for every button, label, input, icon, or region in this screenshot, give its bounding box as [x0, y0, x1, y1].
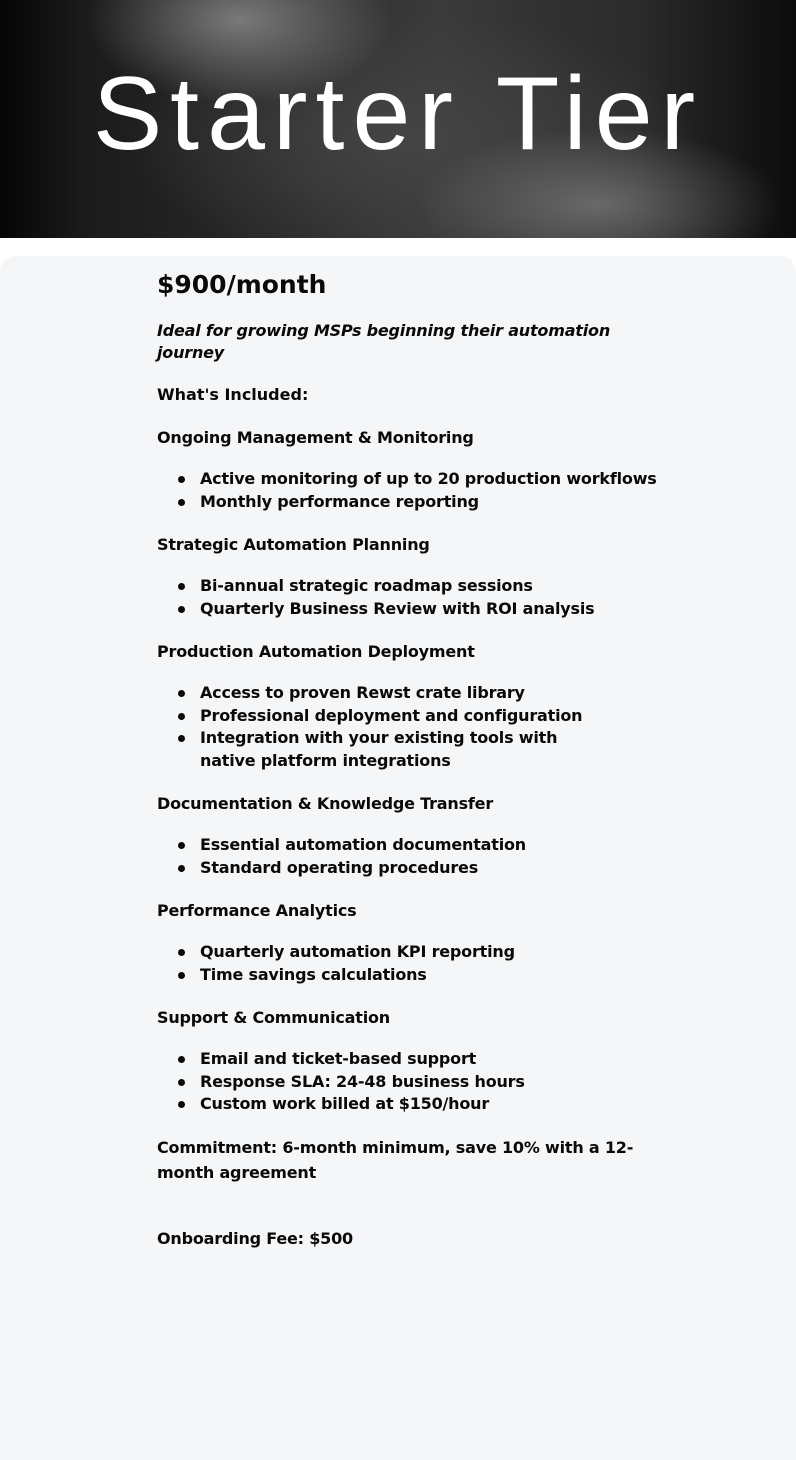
- bullet-icon: [178, 1056, 185, 1063]
- section-heading-management: Ongoing Management & Monitoring: [157, 428, 474, 447]
- bullet-icon: [178, 972, 185, 979]
- list-item: [157, 705, 657, 728]
- list-item-text: Access to proven Rewst crate library: [200, 683, 525, 702]
- section-heading-planning: Strategic Automation Planning: [157, 535, 430, 554]
- list-item: [157, 491, 657, 514]
- list-item: [157, 575, 657, 598]
- list-item: [157, 964, 657, 987]
- list-item: [157, 1093, 657, 1116]
- bullet-list-analytics: [157, 941, 657, 986]
- bullet-list-deployment: [157, 682, 657, 772]
- list-item-text: Email and ticket-based support: [200, 1049, 477, 1068]
- page-title: Starter Tier: [92, 56, 704, 172]
- bullet-icon: [178, 735, 185, 742]
- list-item-text: Bi-annual strategic roadmap sessions: [200, 576, 533, 595]
- onboarding-fee: Onboarding Fee: $500: [157, 1228, 353, 1248]
- section-heading-support: Support & Communication: [157, 1008, 390, 1027]
- hero-banner: [0, 0, 796, 238]
- list-item-text: Time savings calculations: [200, 964, 427, 984]
- bullet-icon: [178, 1079, 185, 1086]
- section-heading-deployment: Production Automation Deployment: [157, 642, 475, 661]
- bullet-icon: [178, 606, 185, 613]
- list-item-text: Active monitoring of up to 20 production workflows: [200, 469, 657, 488]
- bullet-list-documentation: [157, 834, 657, 879]
- bullet-icon: [178, 842, 185, 849]
- plan-tagline: Ideal for growing MSPs beginning their automation journey: [157, 321, 611, 362]
- bullet-icon: [178, 1101, 185, 1108]
- list-item-text: Custom work billed at $150/hour: [200, 1094, 490, 1113]
- list-item-text: Quarterly Business Review with ROI analysis: [200, 598, 595, 618]
- section-heading-documentation: Documentation & Knowledge Transfer: [157, 794, 494, 813]
- list-item: [157, 598, 657, 621]
- list-item: [157, 468, 657, 491]
- list-item: [157, 682, 657, 705]
- list-item: [157, 834, 657, 857]
- section-heading-analytics: Performance Analytics: [157, 901, 357, 920]
- bullet-icon: [178, 690, 185, 697]
- list-item-text: Professional deployment and configuration: [200, 705, 583, 725]
- bullet-icon: [178, 583, 185, 590]
- list-item: [157, 1048, 657, 1071]
- bullet-icon: [178, 713, 185, 720]
- bullet-icon: [178, 949, 185, 956]
- list-item-text: Integration with your existing tools with native platform integrations: [200, 728, 558, 770]
- list-item-text: Monthly performance reporting: [200, 491, 479, 511]
- included-label: What's Included:: [157, 385, 309, 404]
- bullet-list-support: [157, 1048, 657, 1116]
- bullet-icon: [178, 476, 185, 483]
- list-item-text: Essential automation documentation: [200, 835, 526, 854]
- list-item-text: Response SLA: 24-48 business hours: [200, 1071, 525, 1091]
- bullet-icon: [178, 865, 185, 872]
- list-item: [157, 941, 657, 964]
- list-item-text: Quarterly automation KPI reporting: [200, 942, 515, 961]
- plan-details: [157, 270, 657, 1250]
- commitment-terms: Commitment: 6-month minimum, save 10% with a 12-month agreement: [157, 1137, 634, 1182]
- bullet-icon: [178, 499, 185, 506]
- list-item: [157, 1071, 657, 1094]
- list-item-text: Standard operating procedures: [200, 857, 479, 877]
- list-item: [157, 727, 587, 772]
- bullet-list-planning: [157, 575, 657, 620]
- plan-price: $900/month: [157, 270, 327, 299]
- list-item: [157, 857, 657, 880]
- bullet-list-management: [157, 468, 657, 513]
